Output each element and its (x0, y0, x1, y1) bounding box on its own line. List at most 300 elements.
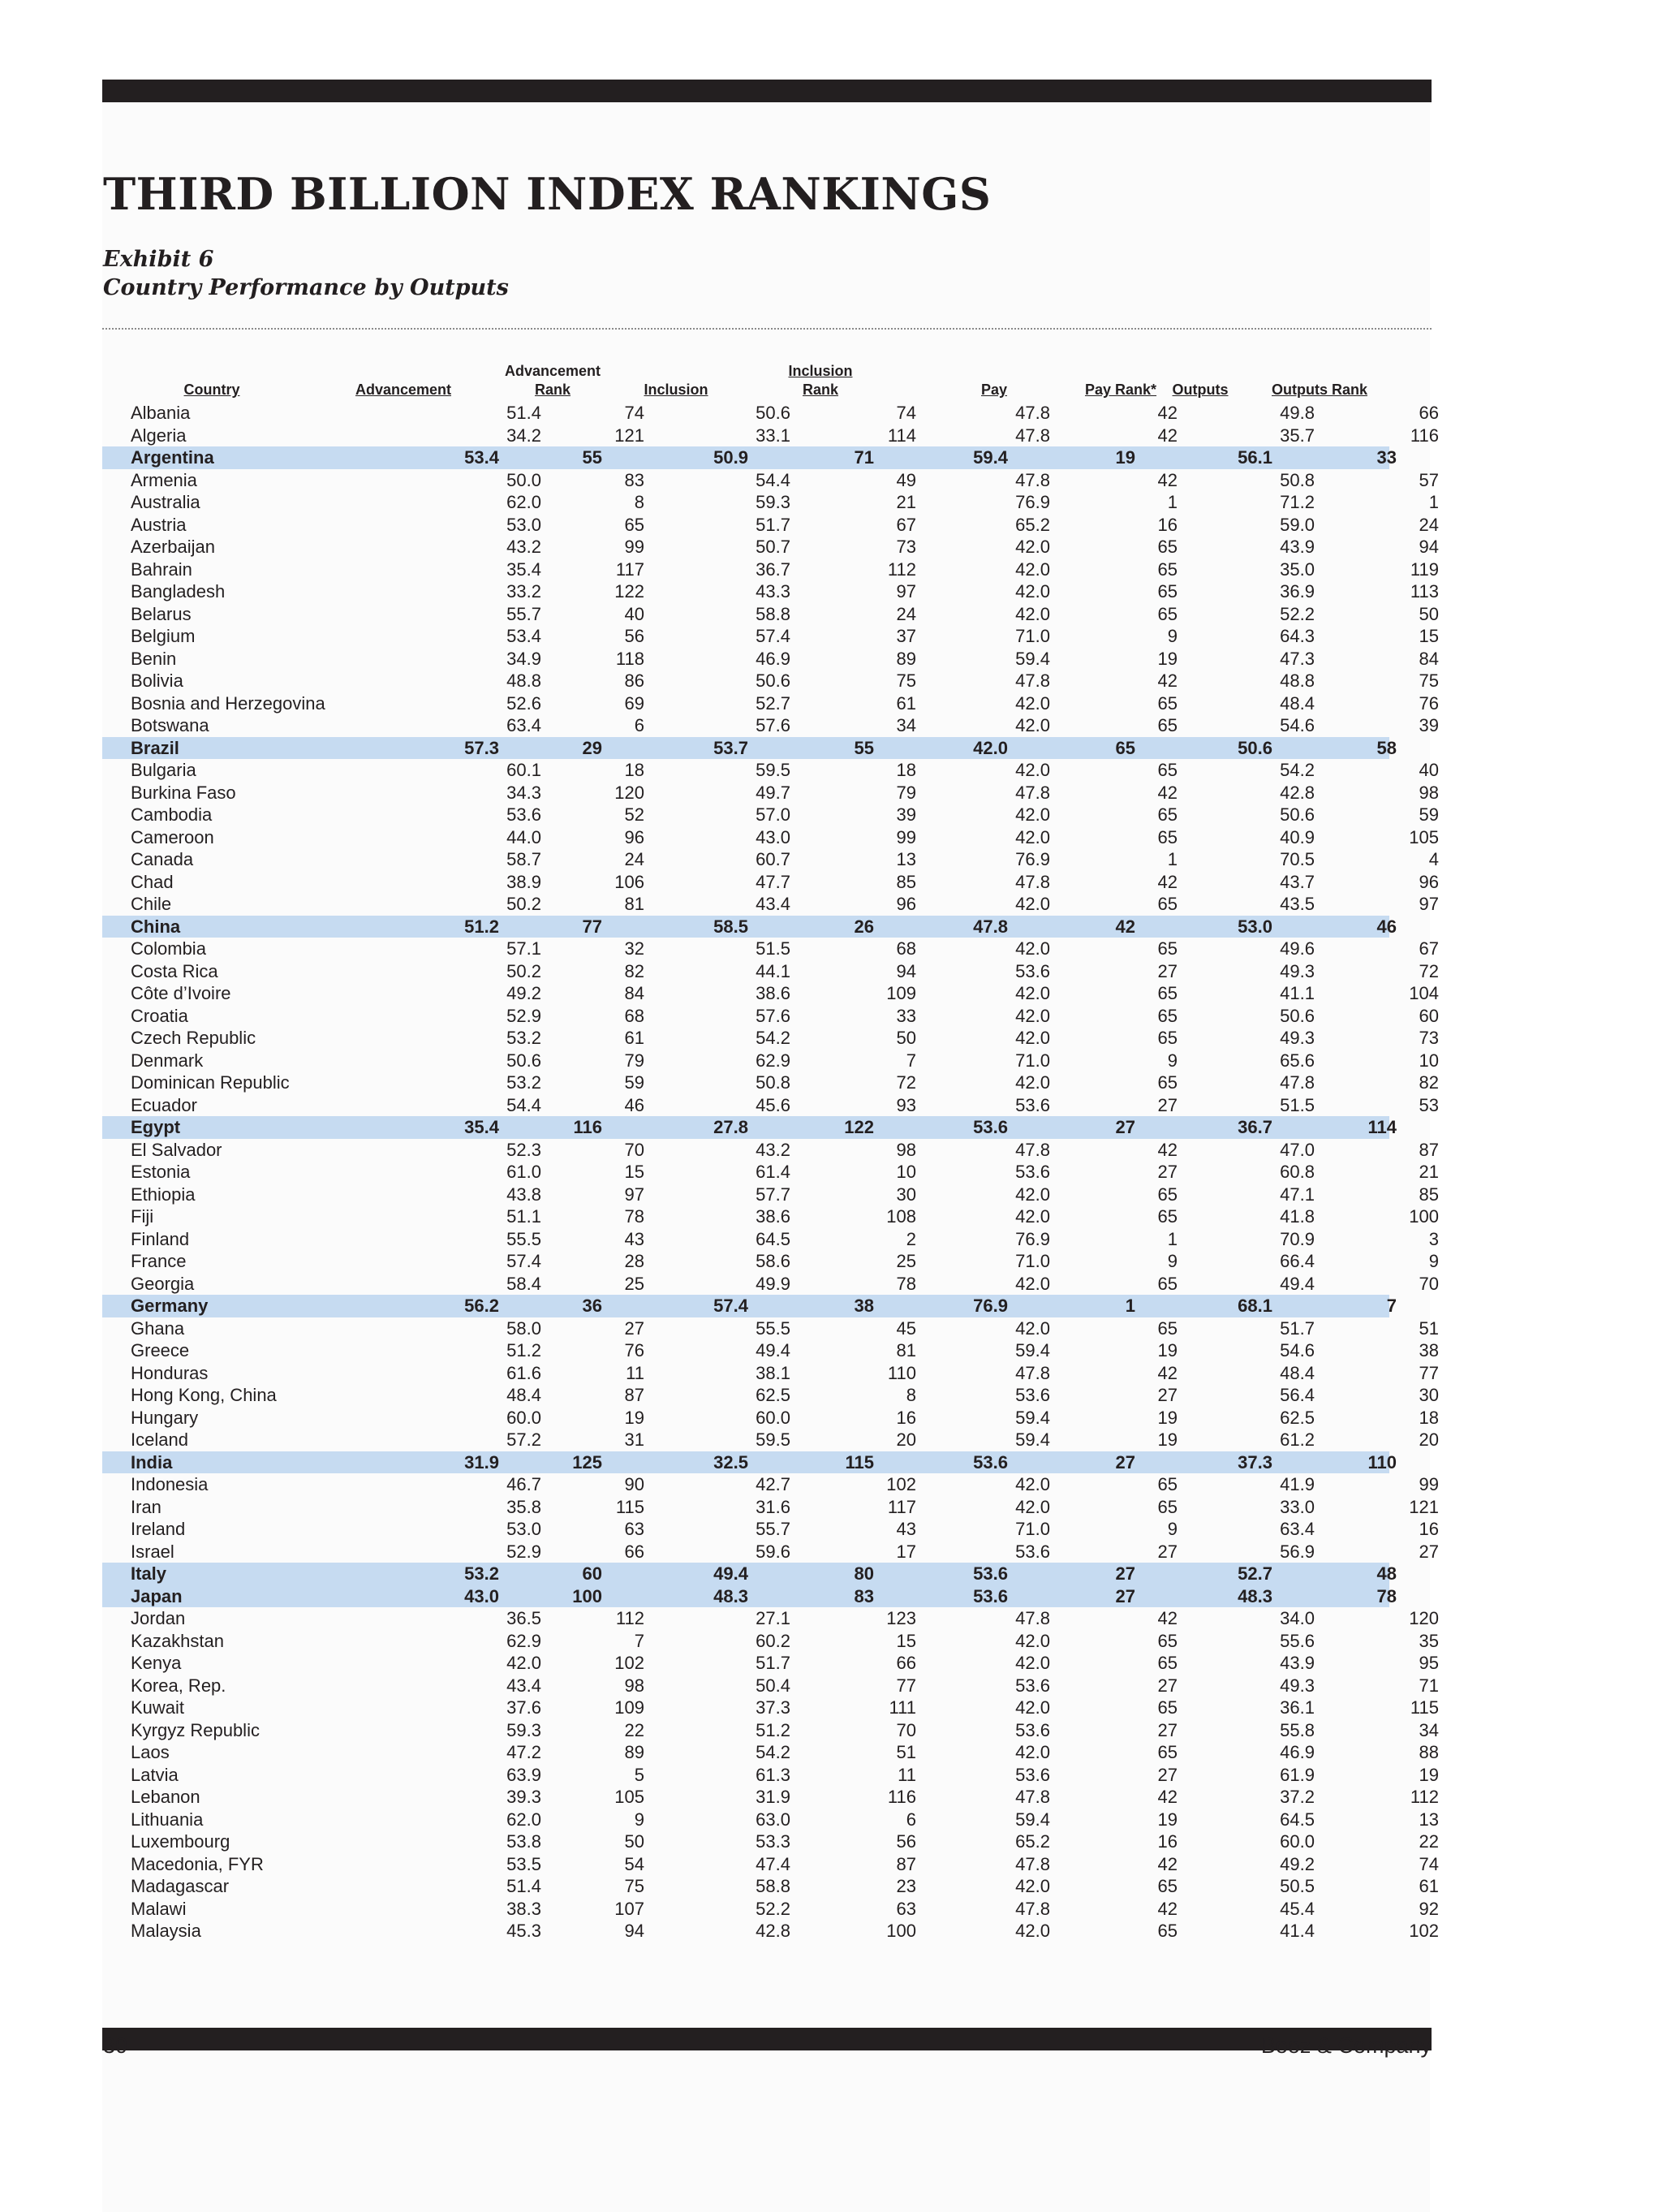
outputs-rank-cell: 10 (1419, 1050, 1439, 1071)
pay-rank-cell: 65 (1157, 1876, 1178, 1896)
pay-rank-cell: 1 (1167, 492, 1178, 512)
advancement-cell: 34.3 (506, 782, 541, 803)
advancement-rank-cell: 22 (624, 1719, 644, 1740)
inclusion-rank-cell: 2 (906, 1228, 916, 1249)
country-cell: France (131, 1251, 187, 1271)
pay-cell: 42.0 (1015, 558, 1050, 580)
table-row (102, 1853, 1439, 1876)
advancement-cell: 38.9 (506, 871, 541, 892)
outputs-rank-cell: 3 (1428, 1228, 1439, 1249)
inclusion-cell: 60.7 (756, 849, 790, 869)
table-row (102, 625, 1439, 648)
table-row (102, 558, 1439, 581)
outputs-cell: 42.8 (1280, 782, 1315, 803)
pay-rank-cell: 65 (1157, 1921, 1178, 1941)
inclusion-cell: 42.7 (756, 1474, 790, 1494)
inclusion-cell: 60.2 (756, 1630, 790, 1651)
pay-rank-cell: 19 (1115, 447, 1135, 468)
inclusion-rank-cell: 39 (896, 804, 916, 825)
inclusion-cell: 54.4 (756, 469, 790, 490)
outputs-rank-cell: 76 (1419, 692, 1439, 714)
advancement-rank-cell: 118 (615, 648, 644, 669)
outputs-cell: 48.3 (1238, 1585, 1272, 1606)
country-cell: El Salvador (131, 1139, 222, 1160)
pay-cell: 42.0 (1015, 1206, 1050, 1227)
table-row (102, 670, 1439, 692)
country-cell: Cameroon (131, 826, 214, 847)
advancement-rank-cell: 120 (614, 782, 644, 803)
pay-cell: 53.6 (973, 1117, 1008, 1137)
inclusion-rank-cell: 38 (854, 1296, 874, 1316)
outputs-cell: 49.2 (1280, 1853, 1315, 1874)
pay-cell: 47.8 (1015, 1853, 1050, 1874)
inclusion-cell: 49.7 (756, 782, 790, 803)
advancement-cell: 53.6 (506, 804, 541, 825)
outputs-rank-cell: 58 (1376, 737, 1397, 758)
country-cell: Canada (131, 849, 194, 869)
outputs-rank-cell: 116 (1410, 425, 1439, 446)
advancement-rank-cell: 75 (624, 1876, 644, 1896)
country-cell: Malawi (131, 1898, 187, 1919)
pay-rank-cell: 9 (1167, 626, 1178, 646)
country-cell: Laos (131, 1742, 170, 1762)
inclusion-cell: 60.0 (756, 1407, 790, 1428)
outputs-rank-cell: 46 (1376, 916, 1397, 937)
inclusion-rank-cell: 18 (896, 760, 916, 780)
advancement-rank-cell: 55 (582, 447, 602, 468)
outputs-cell: 41.8 (1280, 1206, 1315, 1227)
pay-cell: 47.8 (1015, 782, 1050, 803)
advancement-rank-cell: 60 (582, 1563, 602, 1584)
table-row (102, 1429, 1439, 1451)
inclusion-rank-cell: 23 (896, 1876, 916, 1896)
outputs-cell: 43.7 (1280, 871, 1315, 892)
inclusion-rank-cell: 72 (896, 1072, 916, 1093)
outputs-rank-cell: 78 (1376, 1585, 1397, 1606)
pay-rank-cell: 16 (1157, 514, 1178, 535)
pay-rank-cell: 65 (1157, 537, 1178, 557)
outputs-rank-cell: 73 (1419, 1028, 1439, 1048)
table-row (102, 1005, 1439, 1028)
outputs-cell: 68.1 (1238, 1296, 1272, 1316)
pay-cell: 76.9 (1015, 849, 1050, 869)
advancement-rank-cell: 81 (624, 894, 644, 914)
outputs-rank-cell: 27 (1419, 1541, 1439, 1562)
pay-cell: 53.6 (1015, 1162, 1050, 1182)
advancement-rank-cell: 74 (624, 403, 644, 423)
inclusion-rank-cell: 80 (854, 1563, 874, 1584)
country-cell: Germany (131, 1296, 209, 1316)
inclusion-cell: 37.3 (756, 1697, 790, 1718)
advancement-rank-cell: 99 (624, 537, 644, 557)
outputs-cell: 47.0 (1280, 1139, 1315, 1160)
inclusion-rank-cell: 73 (896, 537, 916, 557)
inclusion-rank-cell: 102 (886, 1474, 916, 1494)
advancement-cell: 63.4 (506, 715, 541, 735)
table-row (102, 1585, 1397, 1608)
inclusion-rank-cell: 55 (854, 737, 874, 758)
country-cell: Kuwait (131, 1697, 185, 1718)
advancement-rank-cell: 116 (573, 1117, 602, 1137)
pay-rank-cell: 42 (1157, 1608, 1178, 1628)
table-row (102, 737, 1397, 760)
pay-rank-cell: 27 (1157, 1719, 1178, 1740)
inclusion-cell: 43.0 (756, 826, 790, 847)
table-row (102, 782, 1439, 804)
table-row (102, 425, 1439, 447)
table-row (102, 1228, 1439, 1251)
table-row (102, 759, 1439, 782)
advancement-cell: 53.4 (506, 626, 541, 646)
advancement-cell: 50.2 (506, 894, 541, 914)
outputs-cell: 52.2 (1280, 603, 1315, 624)
table-row (102, 446, 1397, 469)
outputs-rank-cell: 102 (1409, 1921, 1439, 1941)
inclusion-cell: 51.7 (756, 1653, 790, 1673)
inclusion-rank-cell: 10 (896, 1162, 916, 1182)
country-cell: Belarus (131, 603, 192, 624)
advancement-cell: 35.8 (506, 1496, 541, 1517)
advancement-rank-cell: 109 (614, 1697, 644, 1718)
advancement-cell: 39.3 (506, 1787, 541, 1807)
country-cell: Lithuania (131, 1809, 204, 1830)
advancement-cell: 58.4 (506, 1273, 541, 1294)
inclusion-rank-cell: 117 (887, 1496, 916, 1517)
exhibit-subtitle: Country Performance by Outputs (103, 275, 509, 300)
country-cell: Greece (131, 1340, 190, 1360)
advancement-cell: 44.0 (506, 826, 541, 847)
table-row (102, 1764, 1439, 1787)
outputs-cell: 62.5 (1280, 1407, 1315, 1428)
outputs-cell: 50.6 (1280, 804, 1315, 825)
inclusion-cell: 59.5 (756, 1429, 790, 1450)
advancement-rank-cell: 36 (582, 1296, 602, 1316)
inclusion-cell: 48.3 (713, 1585, 748, 1606)
country-cell: Finland (131, 1228, 190, 1249)
table-row (102, 1050, 1439, 1072)
country-cell: Iran (131, 1496, 161, 1517)
advancement-cell: 34.2 (506, 425, 541, 446)
advancement-cell: 57.3 (464, 737, 499, 758)
pay-cell: 42.0 (1015, 1496, 1050, 1517)
advancement-cell: 43.4 (506, 1675, 541, 1696)
inclusion-cell: 55.7 (756, 1519, 790, 1539)
advancement-cell: 48.8 (506, 670, 541, 691)
inclusion-cell: 50.6 (756, 670, 790, 691)
advancement-rank-cell: 98 (624, 1675, 644, 1696)
outputs-cell: 34.0 (1280, 1608, 1315, 1628)
inclusion-rank-cell: 85 (896, 871, 916, 892)
pay-cell: 76.9 (1015, 1228, 1050, 1249)
pay-cell: 42.0 (1015, 1005, 1050, 1026)
inclusion-cell: 58.6 (756, 1251, 790, 1271)
outputs-rank-cell: 7 (1386, 1296, 1397, 1316)
outputs-cell: 54.2 (1280, 760, 1315, 780)
advancement-rank-cell: 43 (624, 1228, 644, 1249)
outputs-rank-cell: 38 (1419, 1340, 1439, 1360)
inclusion-rank-cell: 16 (896, 1407, 916, 1428)
inclusion-rank-cell: 78 (896, 1273, 916, 1294)
inclusion-rank-cell: 94 (896, 960, 916, 981)
inclusion-cell: 51.7 (756, 514, 790, 535)
pay-rank-cell: 9 (1167, 1251, 1178, 1271)
advancement-cell: 63.9 (506, 1764, 541, 1785)
outputs-cell: 41.9 (1280, 1474, 1315, 1494)
outputs-rank-cell: 96 (1419, 871, 1439, 892)
country-cell: Georgia (131, 1273, 195, 1294)
outputs-rank-cell: 119 (1410, 558, 1439, 580)
advancement-rank-cell: 66 (624, 1541, 644, 1562)
outputs-rank-cell: 59 (1419, 804, 1439, 825)
inclusion-rank-cell: 45 (896, 1317, 916, 1339)
inclusion-cell: 52.7 (756, 692, 790, 714)
pay-cell: 53.6 (1015, 1385, 1050, 1405)
exhibit-label: Exhibit 6 (103, 247, 214, 272)
advancement-rank-cell: 19 (624, 1407, 644, 1428)
country-cell: Chad (131, 871, 174, 892)
advancement-rank-cell: 121 (614, 425, 644, 446)
country-cell: Malaysia (131, 1921, 201, 1941)
inclusion-rank-cell: 68 (896, 938, 916, 959)
country-cell: Luxembourg (131, 1831, 230, 1852)
outputs-rank-cell: 94 (1419, 537, 1439, 557)
table-row (102, 982, 1439, 1005)
pay-cell: 53.6 (1015, 1719, 1050, 1740)
inclusion-cell: 53.3 (756, 1831, 790, 1852)
inclusion-rank-cell: 20 (896, 1429, 916, 1450)
advancement-rank-cell: 6 (634, 715, 644, 735)
outputs-cell: 36.1 (1280, 1697, 1315, 1718)
advancement-rank-cell: 25 (624, 1273, 644, 1294)
outputs-cell: 66.4 (1280, 1251, 1315, 1271)
outputs-cell: 59.0 (1280, 514, 1315, 535)
advancement-cell: 51.4 (506, 403, 541, 423)
advancement-cell: 34.9 (506, 648, 541, 669)
advancement-rank-cell: 24 (624, 849, 644, 869)
table-row (102, 1094, 1439, 1117)
advancement-rank-cell: 50 (624, 1831, 644, 1852)
advancement-cell: 31.9 (464, 1451, 499, 1473)
outputs-rank-cell: 22 (1419, 1831, 1439, 1852)
table-row (102, 1875, 1439, 1898)
outputs-rank-cell: 39 (1419, 715, 1439, 735)
pay-cell: 59.4 (1015, 648, 1050, 669)
country-cell: Ghana (131, 1317, 185, 1339)
advancement-rank-cell: 40 (624, 603, 644, 624)
outputs-rank-cell: 114 (1367, 1117, 1397, 1137)
pay-cell: 42.0 (1015, 938, 1050, 959)
table-row (102, 1295, 1397, 1317)
outputs-cell: 47.8 (1280, 1072, 1315, 1093)
inclusion-cell: 36.7 (756, 558, 790, 580)
advancement-rank-cell: 68 (624, 1005, 644, 1026)
outputs-cell: 47.3 (1280, 648, 1315, 669)
advancement-cell: 53.2 (506, 1028, 541, 1048)
country-cell: Korea, Rep. (131, 1675, 226, 1696)
outputs-cell: 45.4 (1280, 1898, 1315, 1919)
table-row (102, 1809, 1439, 1831)
inclusion-rank-cell: 34 (896, 715, 916, 735)
advancement-cell: 35.4 (506, 558, 541, 580)
outputs-cell: 40.9 (1280, 826, 1315, 847)
advancement-cell: 42.0 (506, 1653, 541, 1673)
advancement-rank-cell: 84 (624, 983, 644, 1003)
table-row (102, 1607, 1439, 1630)
advancement-cell: 37.6 (506, 1697, 541, 1718)
pay-rank-cell: 42 (1157, 403, 1178, 423)
inclusion-cell: 49.4 (713, 1563, 748, 1584)
inclusion-cell: 57.4 (756, 626, 790, 646)
pay-cell: 42.0 (1015, 1921, 1050, 1941)
pay-cell: 53.6 (973, 1585, 1008, 1606)
pay-rank-cell: 65 (1157, 1653, 1178, 1673)
pay-cell: 42.0 (1015, 1653, 1050, 1673)
advancement-rank-cell: 106 (614, 871, 644, 892)
advancement-rank-cell: 7 (634, 1630, 644, 1651)
pay-rank-cell: 65 (1157, 1317, 1178, 1339)
table-row (102, 1541, 1439, 1563)
page-number: 30 (103, 2033, 128, 2058)
outputs-cell: 61.2 (1280, 1429, 1315, 1450)
pay-rank-cell: 27 (1115, 1451, 1135, 1473)
inclusion-cell: 50.9 (713, 447, 748, 468)
advancement-cell: 52.6 (506, 692, 541, 714)
advancement-cell: 59.3 (506, 1719, 541, 1740)
pay-rank-cell: 19 (1157, 1809, 1178, 1830)
advancement-cell: 60.0 (506, 1407, 541, 1428)
table-row (102, 1250, 1439, 1273)
advancement-cell: 35.4 (464, 1117, 499, 1137)
pay-rank-cell: 65 (1157, 581, 1178, 602)
outputs-cell: 55.6 (1280, 1630, 1315, 1651)
pay-cell: 53.6 (1015, 1675, 1050, 1696)
pay-cell: 47.8 (1015, 469, 1050, 490)
pay-rank-cell: 9 (1167, 1519, 1178, 1539)
advancement-cell: 45.3 (506, 1921, 541, 1941)
inclusion-rank-cell: 115 (845, 1451, 874, 1473)
country-cell: Kyrgyz Republic (131, 1719, 260, 1740)
table-row (102, 1563, 1397, 1585)
inclusion-cell: 53.7 (713, 737, 748, 758)
inclusion-cell: 61.3 (756, 1764, 790, 1785)
outputs-rank-cell: 99 (1419, 1474, 1439, 1494)
table-row (102, 848, 1439, 871)
advancement-rank-cell: 117 (615, 558, 644, 580)
inclusion-rank-cell: 109 (886, 983, 916, 1003)
header-inclusion-rank: Inclusion Rank (788, 363, 853, 398)
outputs-rank-cell: 1 (1428, 492, 1439, 512)
pay-cell: 47.8 (1015, 1362, 1050, 1383)
pay-cell: 71.0 (1015, 1519, 1050, 1539)
inclusion-cell: 54.2 (756, 1742, 790, 1762)
advancement-rank-cell: 97 (624, 1184, 644, 1205)
inclusion-rank-cell: 13 (896, 849, 916, 869)
country-cell: India (131, 1451, 173, 1473)
pay-cell: 71.0 (1015, 1251, 1050, 1271)
advancement-rank-cell: 82 (624, 960, 644, 981)
country-cell: Bahrain (131, 558, 192, 580)
table-row (102, 402, 1439, 425)
country-cell: Azerbaijan (131, 537, 215, 557)
pay-cell: 47.8 (1015, 1608, 1050, 1628)
pay-rank-cell: 65 (1157, 1028, 1178, 1048)
advancement-cell: 53.0 (506, 1519, 541, 1539)
inclusion-cell: 42.8 (756, 1921, 790, 1941)
table-row (102, 1920, 1439, 1943)
bottom-rule (102, 2028, 1432, 2050)
country-cell: Bosnia and Herzegovina (131, 692, 325, 714)
advancement-rank-cell: 86 (624, 670, 644, 691)
inclusion-rank-cell: 67 (896, 514, 916, 535)
advancement-cell: 62.9 (506, 1630, 541, 1651)
advancement-cell: 51.4 (506, 1876, 541, 1896)
advancement-cell: 52.3 (506, 1139, 541, 1160)
inclusion-rank-cell: 110 (887, 1362, 916, 1383)
advancement-rank-cell: 122 (614, 581, 644, 602)
pay-rank-cell: 27 (1115, 1585, 1135, 1606)
inclusion-rank-cell: 30 (896, 1184, 916, 1205)
pay-rank-cell: 65 (1157, 1072, 1178, 1093)
pay-rank-cell: 65 (1157, 1697, 1178, 1718)
pay-rank-cell: 27 (1157, 960, 1178, 981)
outputs-cell: 46.9 (1280, 1742, 1315, 1762)
pay-rank-cell: 27 (1157, 1764, 1178, 1785)
advancement-rank-cell: 89 (624, 1742, 644, 1762)
country-cell: Australia (131, 492, 200, 512)
inclusion-rank-cell: 108 (886, 1206, 916, 1227)
advancement-rank-cell: 54 (624, 1853, 644, 1874)
table-row (102, 514, 1439, 537)
advancement-cell: 43.8 (506, 1184, 541, 1205)
inclusion-rank-cell: 83 (854, 1585, 874, 1606)
outputs-rank-cell: 15 (1419, 626, 1439, 646)
outputs-cell: 54.6 (1280, 715, 1315, 735)
country-cell: Kazakhstan (131, 1630, 224, 1651)
outputs-rank-cell: 104 (1409, 983, 1439, 1003)
table-row (102, 1451, 1397, 1474)
inclusion-cell: 50.6 (756, 403, 790, 423)
advancement-rank-cell: 56 (624, 626, 644, 646)
pay-rank-cell: 65 (1157, 804, 1178, 825)
pay-rank-cell: 42 (1157, 1362, 1178, 1383)
inclusion-cell: 57.0 (756, 804, 790, 825)
outputs-cell: 64.3 (1280, 626, 1315, 646)
outputs-cell: 49.8 (1280, 403, 1315, 423)
pay-cell: 42.0 (1015, 1630, 1050, 1651)
inclusion-cell: 59.6 (756, 1541, 790, 1562)
pay-rank-cell: 65 (1157, 1496, 1178, 1517)
inclusion-rank-cell: 81 (896, 1340, 916, 1360)
inclusion-rank-cell: 63 (896, 1898, 916, 1919)
inclusion-rank-cell: 77 (896, 1675, 916, 1696)
advancement-cell: 58.7 (506, 849, 541, 869)
country-cell: Brazil (131, 737, 179, 758)
pay-rank-cell: 65 (1157, 692, 1178, 714)
country-cell: Madagascar (131, 1876, 230, 1896)
outputs-rank-cell: 48 (1376, 1563, 1397, 1584)
advancement-rank-cell: 8 (634, 492, 644, 512)
inclusion-rank-cell: 100 (886, 1921, 916, 1941)
outputs-cell: 51.5 (1280, 1094, 1315, 1115)
table-row (102, 1317, 1439, 1340)
inclusion-rank-cell: 71 (854, 447, 874, 468)
pay-rank-cell: 27 (1157, 1541, 1178, 1562)
outputs-rank-cell: 57 (1419, 469, 1439, 490)
outputs-cell: 41.4 (1280, 1921, 1315, 1941)
country-cell: Cambodia (131, 804, 213, 825)
inclusion-cell: 38.6 (756, 1206, 790, 1227)
outputs-cell: 71.2 (1280, 492, 1315, 512)
